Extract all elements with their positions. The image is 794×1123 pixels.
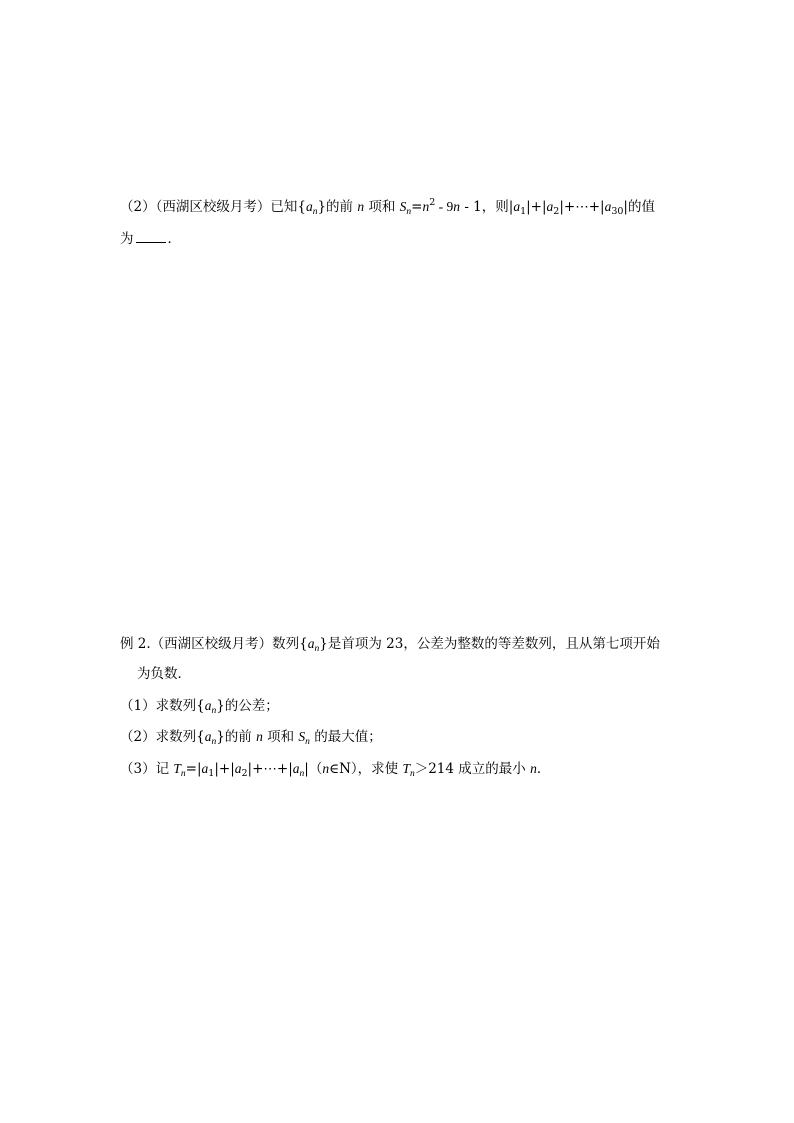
answer-blank[interactable] <box>136 230 166 243</box>
question-2-line-2: 为 ． <box>120 231 181 247</box>
example-2-part-3: （3）记 $T_n=|a_1|+|a_2|+\cdots+|a_n|(n\in N)$，求使 $T_n>214$ 成立的最小 n． <box>120 761 551 779</box>
example-2-part-1: （1）求数列$\{a_n\}$的公差； <box>120 698 279 716</box>
example-2-part-2: （2）求数列$\{a_n\}$的前 n 项和 $S_n$ 的最大值； <box>120 729 382 747</box>
example-2-line-1: 例 2.（西湖区校级月考）数列$\{a_n\}$是首项为 23，公差为整数的等差数列，且从第七项开始 <box>120 636 660 654</box>
question-2-line-1: （2）（西湖区校级月考）已知$\{a_n\}$的前 n 项和 $S_n=n^2 - 9n - 1$，则$|a_1|+|a_2|+\cdots+|a_{30}|$的值 <box>120 197 655 217</box>
example-2-line-2: 为负数． <box>137 666 191 682</box>
